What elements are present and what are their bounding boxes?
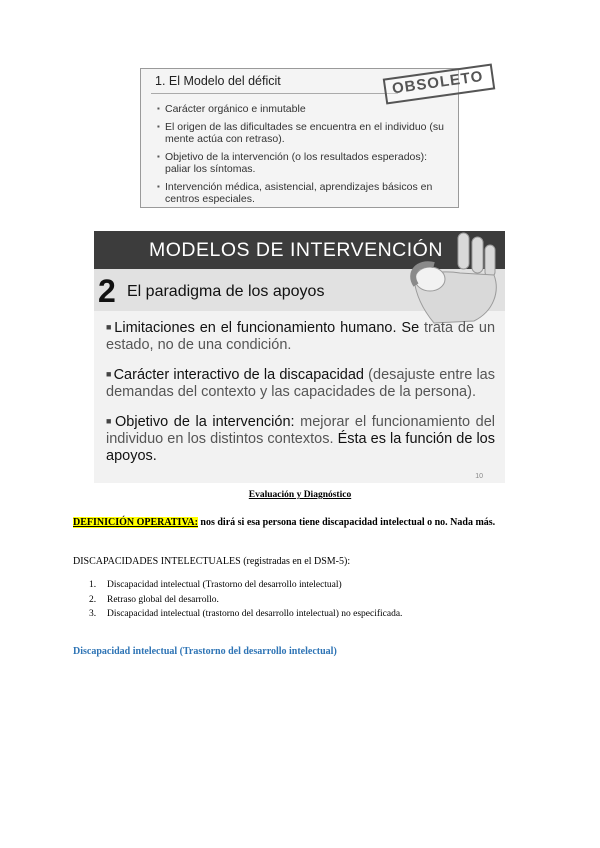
slide1-bullet: ▪ Intervención médica, asistencial, aprendizajes básicos en centros especiales. (157, 181, 447, 206)
bullet-square-icon: ■ (106, 322, 113, 332)
slide-supports-paradigm (94, 231, 505, 483)
subsection-heading: Discapacidad intelectual (Trastorno del desarrollo intelectual) (73, 646, 337, 657)
list-item: 2. Retraso global del desarrollo. (89, 594, 219, 605)
slide2-bullet: ■ Objetivo de la intervención: mejorar el funcionamiento del individuo en los distintos contextos. Ésta es la función de los apoyos. (106, 414, 496, 464)
section-heading: Evaluación y Diagnóstico (248, 490, 352, 500)
slide2-bullet-list (106, 319, 495, 477)
definition-label: DEFINICIÓN OPERATIVA: (73, 517, 198, 528)
slide1-bullet-list (157, 103, 447, 211)
slide1-divider (151, 93, 398, 94)
definition-text: nos dirá si esa persona tiene discapacidad intelectual o no. Nada más. (200, 517, 496, 528)
bullet-square-icon: ■ (106, 416, 113, 426)
slide2-bullet: ■ Limitaciones en el funcionamiento humano. Se trata de un estado, no de una condición. (106, 320, 496, 353)
dsm-line: DISCAPACIDADES INTELECTUALES (registradas en el DSM-5): (73, 556, 351, 567)
slide-deficit-model (140, 67, 485, 208)
slide1-bullet: ▪ Objetivo de la intervención (o los resultados esperados): paliar los síntomas. (157, 151, 447, 176)
slide2-page-number: 10 (475, 473, 483, 480)
obsolete-stamp: OBSOLETO (383, 63, 496, 104)
list-item: 3. Discapacidad intelectual (trastorno del desarrollo intelectual) no especificada. (89, 609, 403, 619)
slide2-number: 2 (98, 273, 116, 309)
list-item: 1. Discapacidad intelectual (Trastorno del desarrollo intelectual) (89, 580, 342, 590)
slide2-subtitle: El paradigma de los apoyos (127, 283, 325, 300)
slide2-header-title: MODELOS DE INTERVENCIÓN (149, 239, 443, 261)
ok-hand-icon (394, 231, 505, 323)
operational-definition (73, 516, 533, 530)
slide1-bullet: ▪ El origen de las dificultades se encuentra en el individuo (su mente actúa con retraso). (157, 121, 447, 146)
slide1-bullet: ▪ Carácter orgánico e inmutable (157, 103, 447, 116)
bullet-square-icon: ■ (106, 369, 112, 379)
slide2-bullet: ■ Carácter interactivo de la discapacidad (desajuste entre las demandas del contexto y las capacidades de la persona). (106, 367, 495, 400)
slide1-title: 1. El Modelo del déficit (155, 74, 281, 88)
disability-list (73, 578, 402, 622)
